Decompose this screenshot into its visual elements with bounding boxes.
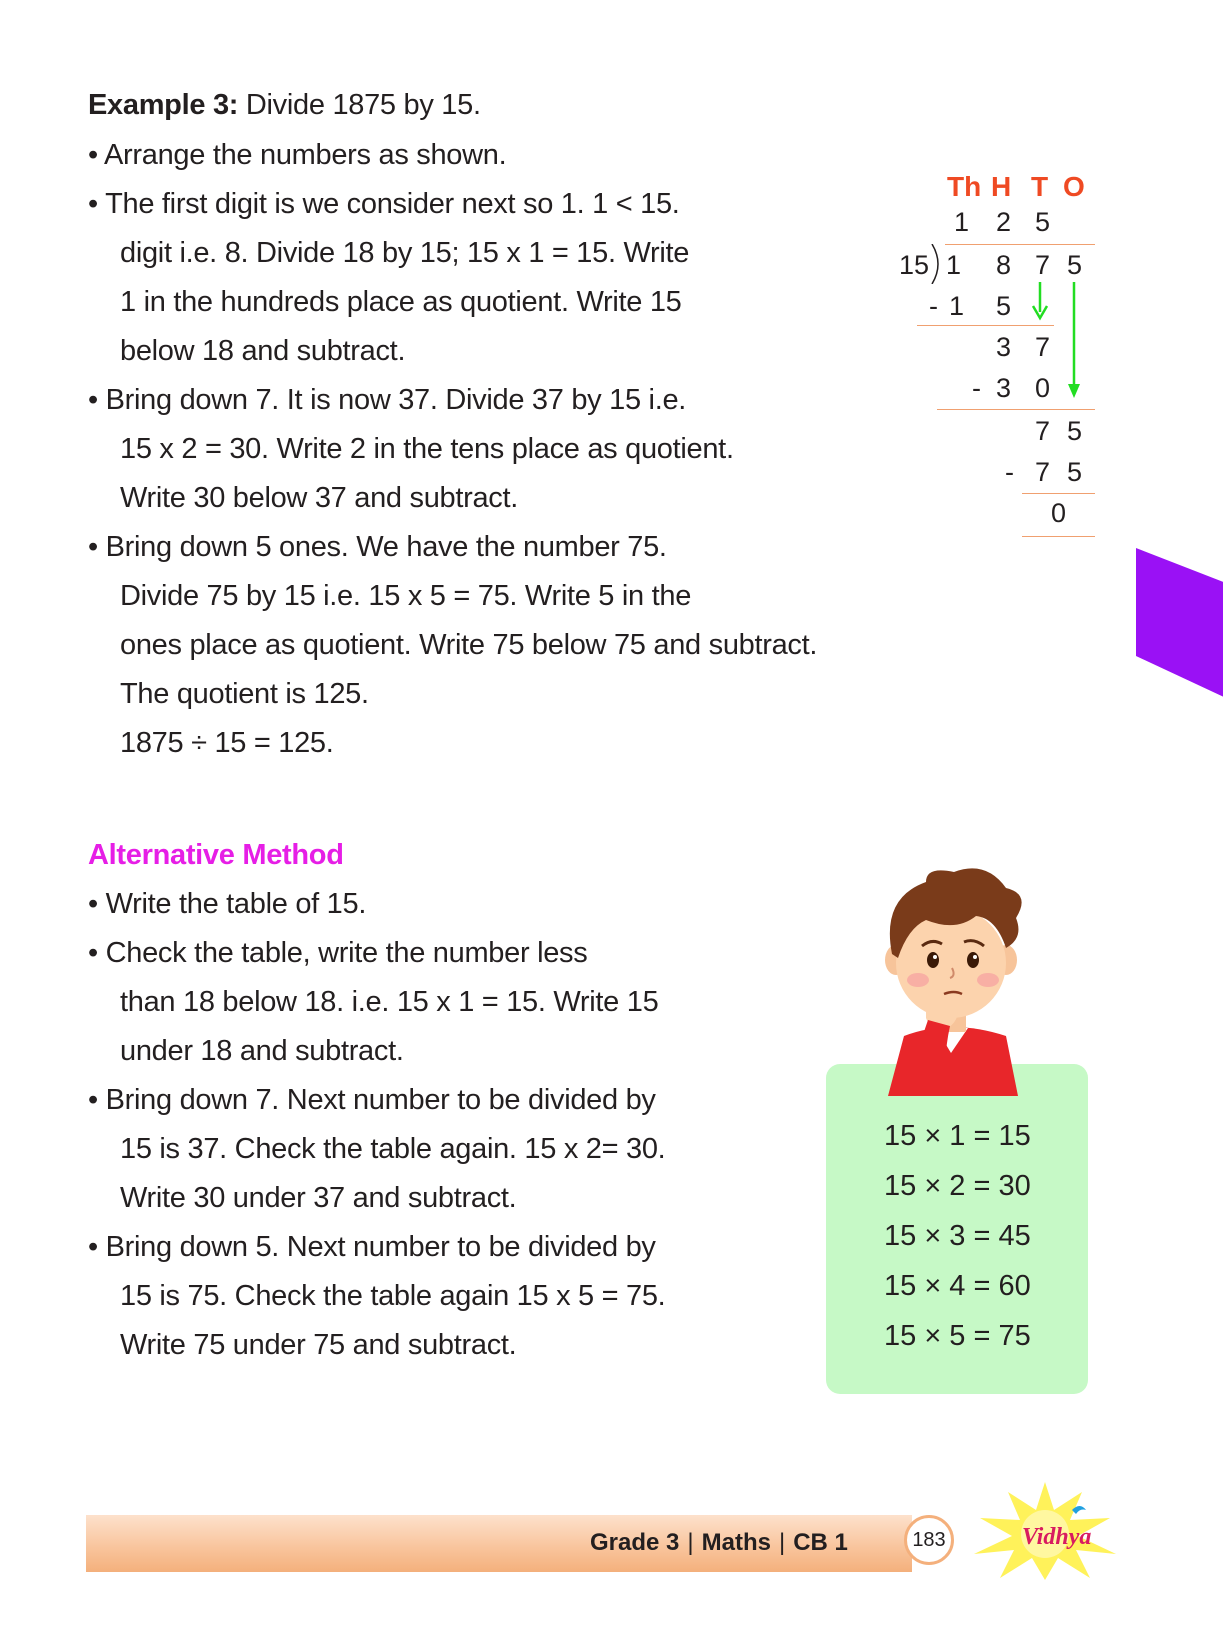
example-line: Divide 75 by 15 i.e. 15 x 5 = 75. Write 5 in the xyxy=(120,580,692,612)
logo-text: Vidhya xyxy=(1022,1524,1092,1550)
alternative-line: under 18 and subtract. xyxy=(120,1035,404,1067)
place-value-t: T xyxy=(1031,171,1049,202)
example-title xyxy=(88,88,481,122)
example-line: 15 x 2 = 30. Write 2 in the tens place as quotient. xyxy=(120,433,734,465)
alternative-line: 15 is 37. Check the table again. 15 x 2= 30. xyxy=(120,1133,666,1165)
alternative-line: • Bring down 5. Next number to be divided by xyxy=(88,1231,656,1263)
times-table-row: 15 × 1 = 15 xyxy=(884,1120,1031,1152)
alternative-line: Write 75 under 75 and subtract. xyxy=(120,1329,517,1361)
subtract-digit: 3 xyxy=(996,373,1012,403)
quotient-digit: 1 xyxy=(954,207,970,237)
footer-book: CB 1 xyxy=(793,1529,848,1556)
alternative-line: • Check the table, write the number less xyxy=(88,937,588,969)
subtract-digit: 7 xyxy=(1035,457,1051,487)
remainder-digit: 5 xyxy=(1067,416,1083,446)
example-line: digit i.e. 8. Divide 18 by 15; 15 x 1 = 15. Write xyxy=(120,237,690,269)
alternative-line: • Bring down 7. Next number to be divided by xyxy=(88,1084,656,1116)
footer-grade: Grade 3 xyxy=(590,1529,680,1556)
subtract-digit: 5 xyxy=(1067,457,1083,487)
place-value-o: O xyxy=(1063,171,1085,202)
place-value-th: Th xyxy=(947,171,982,202)
subtract-line xyxy=(1022,536,1095,537)
times-table-row: 15 × 4 = 60 xyxy=(884,1270,1031,1302)
example-title-text: Divide 1875 by 15. xyxy=(238,89,481,121)
alternative-line: 15 is 75. Check the table again 15 x 5 = 75. xyxy=(120,1280,666,1312)
example-line: ones place as quotient. Write 75 below 75 and subtract. xyxy=(120,629,818,661)
place-value-h: H xyxy=(991,171,1012,202)
dividend-digit: 7 xyxy=(1035,250,1051,280)
subtract-line xyxy=(1022,493,1095,494)
division-bracket xyxy=(930,244,946,284)
times-table-row: 15 × 3 = 45 xyxy=(884,1220,1031,1252)
example-label: Example 3: xyxy=(88,89,239,121)
division-bar xyxy=(945,244,1095,245)
divisor: 15 xyxy=(899,250,930,280)
example-line: • Bring down 5 ones. We have the number 75. xyxy=(88,531,667,563)
subtract-line xyxy=(937,409,1095,410)
page-number: 183 xyxy=(904,1515,954,1565)
remainder-digit: 3 xyxy=(996,332,1012,362)
example-line: 1875 ÷ 15 = 125. xyxy=(120,727,334,759)
example-line: Write 30 below 37 and subtract. xyxy=(120,482,519,514)
subtract-digit: 0 xyxy=(1035,373,1051,403)
dividend-digit: 5 xyxy=(1067,250,1083,280)
quotient-digit: 5 xyxy=(1035,207,1051,237)
final-remainder: 0 xyxy=(1051,498,1067,528)
remainder-digit: 7 xyxy=(1035,416,1051,446)
remainder-digit: 7 xyxy=(1035,332,1051,362)
footer-separator: | xyxy=(778,1529,786,1556)
bring-down-arrow-icon xyxy=(1030,280,1050,322)
alternative-line: Write 30 under 37 and subtract. xyxy=(120,1182,517,1214)
times-table-row: 15 × 5 = 75 xyxy=(884,1320,1031,1352)
vidhya-logo xyxy=(960,1480,1130,1580)
side-tab-decoration xyxy=(1136,548,1223,698)
subtract-digit: 5 xyxy=(996,291,1012,321)
alternative-heading: Alternative Method xyxy=(88,839,344,871)
footer-separator: | xyxy=(687,1529,694,1556)
minus-sign: - xyxy=(929,291,938,321)
subtract-line xyxy=(917,325,1054,326)
thinking-boy-illustration xyxy=(856,858,1046,1110)
example-line: The quotient is 125. xyxy=(120,678,369,710)
example-line: • Bring down 7. It is now 37. Divide 37 by 15 i.e. xyxy=(88,384,687,416)
example-line: • The first digit is we consider next so 1. 1 < 15. xyxy=(88,188,680,220)
bring-down-arrow-icon xyxy=(1064,280,1084,402)
dividend-digit: 1 xyxy=(946,250,962,280)
example-line: below 18 and subtract. xyxy=(120,335,406,367)
times-table-row: 15 × 2 = 30 xyxy=(884,1170,1031,1202)
dividend-digit: 8 xyxy=(996,250,1012,280)
minus-sign: - xyxy=(972,373,981,403)
footer-subject: Maths xyxy=(701,1529,771,1556)
alternative-line: • Write the table of 15. xyxy=(88,888,367,920)
footer-label xyxy=(590,1529,848,1557)
alternative-line: than 18 below 18. i.e. 15 x 1 = 15. Write 15 xyxy=(120,986,659,1018)
subtract-digit: 1 xyxy=(949,291,965,321)
minus-sign: - xyxy=(1005,457,1014,487)
example-line: 1 in the hundreds place as quotient. Write 15 xyxy=(120,286,682,318)
example-line: • Arrange the numbers as shown. xyxy=(88,139,507,171)
quotient-digit: 2 xyxy=(996,207,1012,237)
